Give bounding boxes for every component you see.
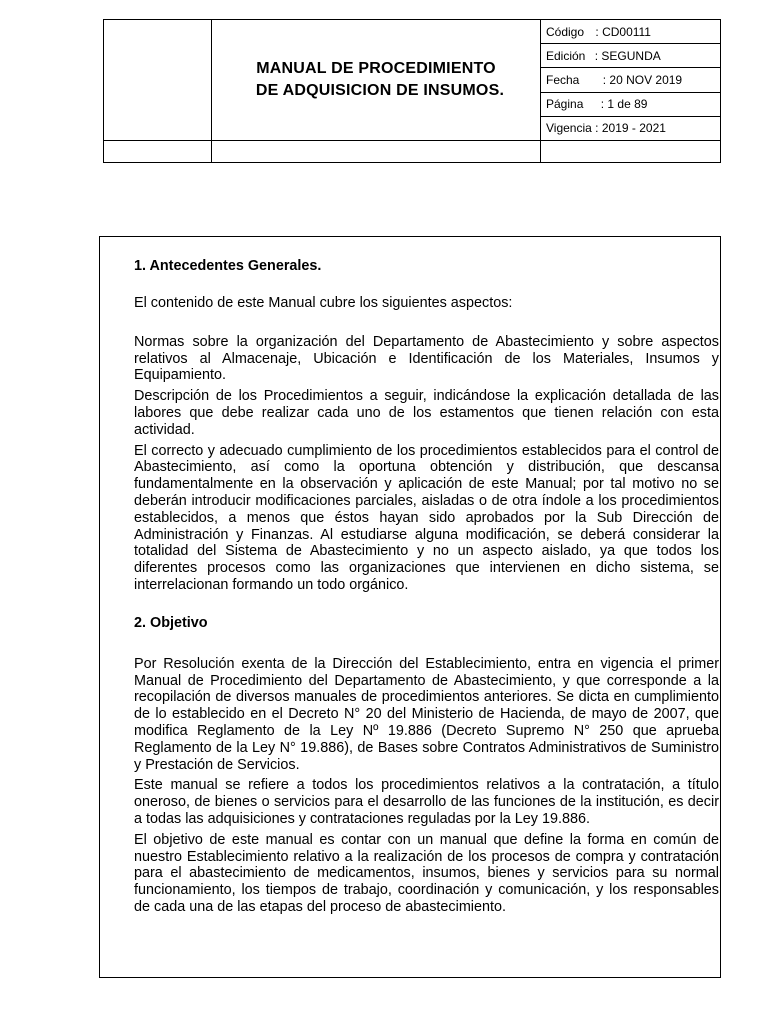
logo-cell <box>104 20 212 141</box>
meta-separator: : <box>602 72 607 87</box>
meta-separator: : <box>595 121 599 136</box>
document-title-line-1: MANUAL DE PROCEDIMIENTO <box>256 59 496 77</box>
document-body-box <box>99 236 721 978</box>
meta-value: SEGUNDA <box>601 48 661 63</box>
meta-label: Fecha <box>546 72 580 87</box>
section-1-paragraph: Descripción de los Procedimientos a seguir, indicándose la explicación detallada de las labores que debe realizar cada uno de los estamentos que tienen relación con esta actividad. <box>134 388 719 438</box>
meta-pagina <box>541 92 721 116</box>
section-1-intro: El contenido de este Manual cubre los siguientes aspectos: <box>134 295 513 311</box>
meta-label: Edición <box>546 48 586 63</box>
section-1-paragraph: El correcto y adecuado cumplimiento de los procedimientos establecidos para el control de Abastecimiento, así como la oportuna obtención y distribución, que descansa fundamentalmente en la observación y aplicación de este Manual; por tal motivo no se deberán introducir modificaciones parciales, aisladas o de otra índole a los procedimientos establecidos, a menos que éstos hayan sido aprobados por la Sub Dirección de Administración y Finanzas. Al estudiarse alguna modificación, se deberá considerar la totalidad del Sistema de Abastecimiento y no un aspecto aislado, ya que todos los diferentes procesos como las organizaciones que intervienen en dicho sistema, se interrelacionan formando un todo orgánico. <box>134 442 719 593</box>
section-2-paragraph: El objetivo de este manual es contar con un manual que define la forma en común de nuestro Establecimiento relativo a la realización de los procesos de compra y contratación para el abastecimiento de medicamentos, insumos, bienes y servicios para su normal funcionamiento, los tiempos de trabajo, coordinación y comunicación, y los responsables de cada una de las etapas del proceso de abastecimiento. <box>134 831 719 915</box>
title-cell <box>212 20 541 141</box>
document-title-line-2: DE ADQUISICION DE INSUMOS. <box>255 81 505 99</box>
meta-value: CD00111 <box>602 24 651 39</box>
section-2-paragraph: Este manual se refiere a todos los procedimientos relativos a la contratación, a título oneroso, de bienes o servicios para el desarrollo de las funciones de la institución, es decir a todas las adquisiciones y contrataciones reguladas por la Ley 19.886. <box>134 777 719 827</box>
meta-vigencia <box>541 116 721 140</box>
header-bottom-left <box>104 140 212 162</box>
meta-value: 2019 - 2021 <box>601 121 666 136</box>
meta-separator: : <box>594 48 599 63</box>
meta-fecha <box>541 68 721 92</box>
meta-label: Vigencia <box>546 121 592 136</box>
meta-codigo <box>541 20 721 44</box>
meta-edicion <box>541 44 721 68</box>
meta-value: 20 NOV 2019 <box>609 72 683 87</box>
meta-separator: : <box>595 24 599 39</box>
document-header-table <box>103 19 721 163</box>
header-bottom-right <box>541 140 721 162</box>
meta-value: 1 de 89 <box>607 97 648 112</box>
section-2-heading: 2. Objetivo <box>134 614 208 631</box>
meta-separator: : <box>600 97 605 112</box>
header-bottom-middle <box>212 140 541 162</box>
section-1-paragraph: Normas sobre la organización del Departamento de Abastecimiento y sobre aspectos relativos al Almacenaje, Ubicación e Identificación de los Materiales, Insumos y Equipamiento. <box>134 333 719 384</box>
meta-label: Página <box>546 97 584 112</box>
section-1-heading: 1. Antecedentes Generales. <box>134 258 322 274</box>
meta-label: Código <box>546 24 585 39</box>
document-content <box>134 257 719 916</box>
section-2-paragraph: Por Resolución exenta de la Dirección del Establecimiento, entra en vigencia el primer Manual de Procedimiento del Departamento de Abastecimiento, y que corresponde a la recopilación de diversos manuales de procedimientos anteriores. Se dicta en cumplimiento de lo establecido en el Decreto N° 20 del Ministerio de Hacienda, de mayo de 2007, que modifica Reglamento de la Ley Nº 19.886 (Decreto Supremo N° 250 que aprueba Reglamento de la Ley N° 19.886), de Bases sobre Contratos Administrativos de Suministro y Prestación de Servicios. <box>134 655 719 773</box>
